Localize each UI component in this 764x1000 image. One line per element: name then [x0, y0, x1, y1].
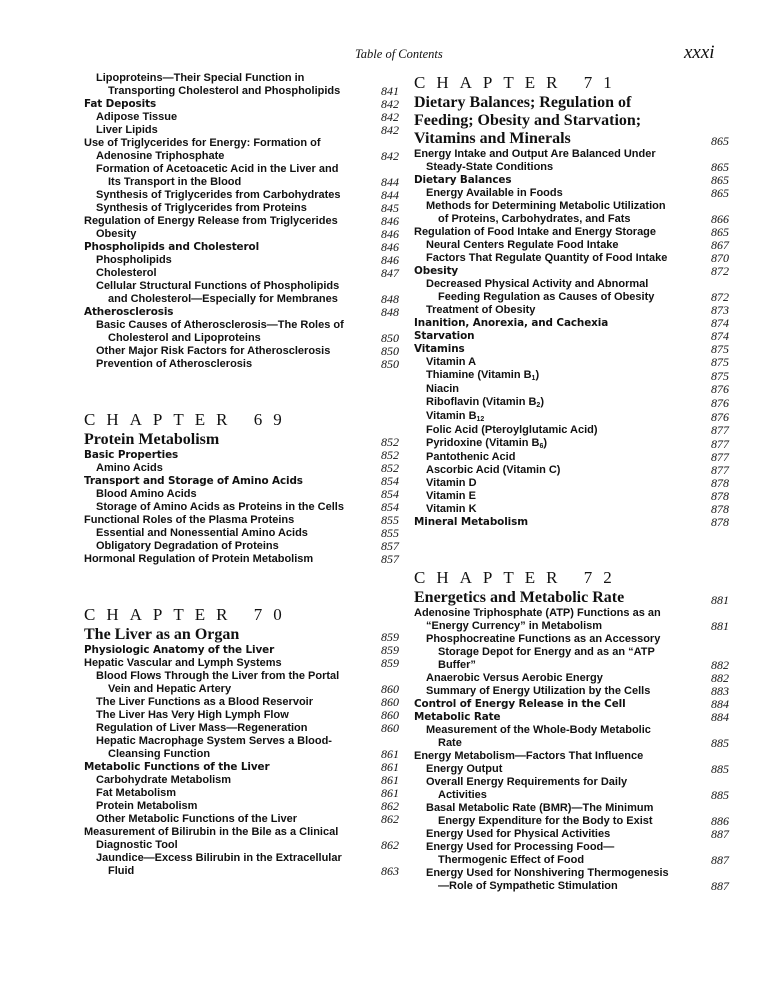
chapter-title-row[interactable] [414, 94, 729, 148]
toc-entry-title: Ascorbic Acid (Vitamin C) [426, 464, 561, 476]
toc-entry-title: Amino Acids [96, 462, 163, 474]
toc-entry[interactable] [414, 607, 729, 633]
toc-entry-text: Thiamine (Vitamin B [426, 369, 532, 381]
toc-entry-page: 842 [381, 149, 399, 163]
toc-entry-text-end: ) [540, 396, 544, 408]
toc-entry-page: 876 [711, 396, 729, 410]
toc-entry[interactable] [414, 410, 729, 424]
toc-entry-title: Storage of Amino Acids as Proteins in the Cells [96, 501, 344, 513]
chapter-title-row[interactable] [414, 589, 729, 607]
toc-entry-title: Energy Available in Foods [426, 187, 563, 199]
toc-entry-title: Folic Acid (Pteroylglutamic Acid) [426, 424, 598, 436]
toc-entry[interactable] [84, 501, 399, 514]
toc-entry-page: 860 [381, 682, 399, 696]
toc-entry-page: 848 [381, 292, 399, 306]
chapter-title-row[interactable] [84, 626, 399, 644]
toc-entry-page: 841 [381, 84, 399, 98]
toc-entry-page: 845 [381, 201, 399, 215]
chapter-title-row[interactable] [84, 431, 399, 449]
toc-entry[interactable] [84, 657, 399, 670]
toc-entry-page: 878 [711, 515, 729, 529]
toc-entry[interactable] [414, 776, 729, 802]
toc-entry-subscript: 2 [536, 402, 541, 409]
toc-entry-text-end: ) [535, 369, 540, 381]
toc-entry-title: Vitamin E [426, 490, 476, 502]
toc-entry-page: 877 [711, 423, 729, 437]
toc-entry-title: Energy Used for Processing Food—Thermogenic Effect of Food [426, 841, 615, 866]
toc-entry-title: Vitamin D [426, 477, 477, 489]
toc-entry[interactable] [84, 267, 399, 280]
toc-entry-title: Basal Metabolic Rate (BMR)—The Minimum Energy Expenditure for the Body to Exist [426, 802, 654, 827]
toc-entry-page: 865 [711, 186, 729, 200]
toc-entry-page: 850 [381, 344, 399, 358]
toc-entry-title: Obesity [96, 228, 137, 240]
toc-entry[interactable] [84, 527, 399, 540]
toc-entry[interactable] [414, 698, 729, 711]
toc-entry-title: Carbohydrate Metabolism [96, 774, 232, 786]
toc-entry-title: Fat Metabolism [96, 787, 177, 799]
toc-entry[interactable] [84, 514, 399, 527]
toc-entry-page: 854 [381, 474, 399, 488]
toc-entry-page: 857 [381, 552, 399, 566]
toc-entry-title: Decreased Physical Activity and Abnormal Feeding Regulation as Causes of Obesity [426, 278, 655, 303]
toc-entry-title: Essential and Nonessential Amino Acids [96, 527, 308, 539]
toc-entry-title: Regulation of Food Intake and Energy Storage [414, 226, 657, 238]
toc-entry-page: 885 [711, 762, 729, 776]
toc-entry-page: 854 [381, 487, 399, 501]
toc-entry-title: Blood Flows Through the Liver from the Portal Vein and Hepatic Artery [96, 670, 340, 695]
toc-entry[interactable] [84, 189, 399, 202]
toc-entry-page: 875 [711, 369, 729, 383]
toc-entry-page: 872 [711, 264, 729, 278]
toc-entry-title: Phospholipids [96, 254, 172, 266]
toc-entry[interactable] [414, 356, 729, 369]
toc-entry-page: 850 [381, 331, 399, 345]
toc-entry-page: 861 [381, 786, 399, 800]
toc-entry-title: Protein Metabolism [96, 800, 198, 812]
toc-entry-title: Energy Used for Nonshivering Thermogenesis—Role of Sympathetic Stimulation [426, 867, 669, 892]
toc-entry-title: Pantothenic Acid [426, 451, 516, 463]
toc-entry-page: 876 [711, 410, 729, 424]
toc-entry-page: 882 [711, 671, 729, 685]
chapter-page: 852 [381, 435, 399, 449]
toc-entry-title: Synthesis of Triglycerides from Carbohydrates [96, 189, 341, 201]
toc-entry-page: 878 [711, 476, 729, 490]
toc-entry-page: 862 [381, 812, 399, 826]
toc-column-right [414, 72, 729, 893]
toc-entry-page: 842 [381, 97, 399, 111]
chapter-title: Dietary Balances; Regulation of Feeding; Obesity and Starvation; Vitamins and Minerals [414, 94, 642, 147]
toc-entry-page: 883 [711, 684, 729, 698]
toc-column-left [84, 72, 399, 878]
toc-entry[interactable] [414, 424, 729, 437]
toc-entry-title: Physiologic Anatomy of the Liver [84, 644, 275, 656]
toc-entry[interactable] [414, 685, 729, 698]
chapter-page: 865 [711, 134, 729, 148]
toc-entry-title [414, 396, 677, 410]
toc-entry-title: Cholesterol [96, 267, 157, 279]
toc-entry[interactable] [84, 72, 399, 98]
toc-entry[interactable] [84, 215, 399, 228]
toc-entry[interactable] [414, 802, 729, 828]
toc-entry-title: Phospholipids and Cholesterol [84, 241, 260, 253]
toc-entry-title: Fat Deposits [84, 98, 157, 110]
toc-entry-page: 860 [381, 708, 399, 722]
toc-entry[interactable] [84, 488, 399, 501]
toc-entry-title: Overall Energy Requirements for Daily Activities [426, 776, 628, 801]
toc-entry-title: Mineral Metabolism [414, 516, 528, 528]
toc-entry-title: Energy Metabolism—Factors That Influence Energy Output [414, 750, 644, 775]
running-title: Table of Contents [355, 47, 443, 61]
toc-entry[interactable] [414, 304, 729, 317]
toc-entry[interactable] [84, 137, 399, 163]
toc-entry-title: Methods for Determining Metabolic Utilization of Proteins, Carbohydrates, and Fats [426, 200, 666, 225]
toc-entry-page: 865 [711, 160, 729, 174]
toc-entry-title [414, 369, 677, 383]
toc-entry-page: 862 [381, 838, 399, 852]
toc-entry-page: 854 [381, 500, 399, 514]
toc-entry-title: Summary of Energy Utilization by the Cells [426, 685, 651, 697]
toc-entry-title: Starvation [414, 330, 475, 342]
toc-entry-page: 867 [711, 238, 729, 252]
toc-entry[interactable] [414, 265, 729, 278]
section-gap [84, 371, 399, 391]
toc-entry[interactable] [414, 828, 729, 841]
toc-entry-title: Transport and Storage of Amino Acids [84, 475, 303, 487]
toc-entry-title: Synthesis of Triglycerides from Proteins [96, 202, 307, 214]
toc-entry-title: The Liver Has Very High Lymph Flow [96, 709, 289, 721]
toc-entry[interactable] [414, 226, 729, 239]
toc-entry-title [414, 410, 677, 424]
toc-entry-page: 857 [381, 539, 399, 553]
toc-entry[interactable] [414, 841, 729, 867]
toc-entry-page: 846 [381, 227, 399, 241]
toc-entry-title: Other Metabolic Functions of the Liver [96, 813, 298, 825]
toc-entry-page: 886 [711, 814, 729, 828]
toc-entry-page: 860 [381, 695, 399, 709]
toc-entry-title: Measurement of the Whole-Body Metabolic Rate [426, 724, 651, 749]
toc-entry-page: 870 [711, 251, 729, 265]
toc-entry-title: Other Major Risk Factors for Atherosclerosis [96, 345, 331, 357]
toc-entry-page: 881 [711, 619, 729, 633]
toc-entry-page: 865 [711, 173, 729, 187]
toc-entry[interactable] [84, 800, 399, 813]
toc-entry-title: Treatment of Obesity [426, 304, 536, 316]
toc-entry[interactable] [414, 464, 729, 477]
toc-entry-page: 847 [381, 266, 399, 280]
toc-entry-page: 861 [381, 760, 399, 774]
toc-entry-page: 848 [381, 305, 399, 319]
toc-entry-page: 887 [711, 853, 729, 867]
chapter-label: CHAPTER 71 [414, 73, 623, 92]
section-gap [414, 529, 729, 549]
toc-entry[interactable] [84, 553, 399, 566]
toc-entry-title: Phosphocreatine Functions as an Accessory Storage Depot for Energy and as an “ATP Buffer” [426, 633, 661, 671]
toc-entry-page: 861 [381, 773, 399, 787]
toc-entry[interactable] [84, 111, 399, 124]
toc-entry-text: Vitamin B [426, 410, 477, 422]
toc-entry-subscript: 1 [531, 375, 536, 382]
toc-entry-title: Adipose Tissue [96, 111, 178, 123]
chapter-label: CHAPTER 69 [84, 410, 293, 429]
toc-entry-page: 878 [711, 489, 729, 503]
toc-entry-page: 876 [711, 382, 729, 396]
toc-entry[interactable] [84, 852, 399, 878]
toc-entry-title: Metabolic Functions of the Liver [84, 761, 270, 773]
toc-entry-page: 862 [381, 799, 399, 813]
toc-entry[interactable] [84, 787, 399, 800]
toc-entry-title: Neural Centers Regulate Food Intake [426, 239, 619, 251]
toc-entry-title: Use of Triglycerides for Energy: Formation of Adenosine Triphosphate [84, 137, 321, 162]
toc-entry-page: 852 [381, 448, 399, 462]
toc-entry-page: 878 [711, 502, 729, 516]
toc-entry[interactable] [414, 187, 729, 200]
toc-entry-text-end: ) [543, 437, 548, 449]
toc-entry-title: Hepatic Macrophage System Serves a Blood-Cleansing Function [96, 735, 332, 760]
toc-entry[interactable] [84, 319, 399, 345]
toc-entry-page: 859 [381, 656, 399, 670]
chapter-page: 859 [381, 630, 399, 644]
toc-entry[interactable] [84, 475, 399, 488]
toc-entry[interactable] [84, 202, 399, 215]
toc-entry-page: 882 [711, 658, 729, 672]
toc-entry-page: 844 [381, 188, 399, 202]
toc-entry[interactable] [84, 644, 399, 657]
toc-entry[interactable] [414, 174, 729, 187]
toc-entry-page: 875 [711, 342, 729, 356]
toc-entry-page: 874 [711, 329, 729, 343]
toc-entry[interactable] [84, 735, 399, 761]
toc-entry[interactable] [84, 124, 399, 137]
toc-entry-page: 877 [711, 463, 729, 477]
chapter-title: The Liver as an Organ [84, 626, 240, 643]
toc-entry[interactable] [84, 98, 399, 111]
toc-entry-title: Obligatory Degradation of Proteins [96, 540, 279, 552]
toc-entry[interactable] [414, 724, 729, 750]
toc-entry-title: Functional Roles of the Plasma Proteins [84, 514, 295, 526]
toc-entry-page: 850 [381, 357, 399, 371]
toc-entry[interactable] [84, 761, 399, 774]
running-header [0, 44, 764, 68]
toc-entry[interactable] [414, 867, 729, 893]
toc-entry-title: Obesity [414, 265, 459, 277]
toc-entry-page: 884 [711, 710, 729, 724]
toc-entry-title: Regulation of Liver Mass—Regeneration [96, 722, 308, 734]
toc-entry-title: Vitamin K [426, 503, 477, 515]
toc-entry-page: 842 [381, 110, 399, 124]
toc-entry-title [414, 437, 677, 451]
page-number: xxxi [684, 42, 715, 63]
chapter-page: 881 [711, 593, 729, 607]
toc-entry[interactable] [414, 437, 729, 451]
toc-entry[interactable] [414, 396, 729, 410]
toc-entry[interactable] [414, 317, 729, 330]
toc-entry-title: Anaerobic Versus Aerobic Energy [426, 672, 603, 684]
toc-entry[interactable] [84, 722, 399, 735]
toc-entry-title: Vitamin A [426, 356, 477, 368]
toc-entry-title: Prevention of Atherosclerosis [96, 358, 253, 370]
toc-entry[interactable] [84, 345, 399, 358]
toc-entry-page: 873 [711, 303, 729, 317]
toc-entry[interactable] [414, 490, 729, 503]
toc-entry-title: Formation of Acetoacetic Acid in the Liver and Its Transport in the Blood [96, 163, 339, 188]
toc-entry[interactable] [84, 670, 399, 696]
toc-entry[interactable] [414, 148, 729, 174]
toc-entry-title: Dietary Balances [414, 174, 512, 186]
toc-entry[interactable] [84, 462, 399, 475]
toc-entry-page: 877 [711, 450, 729, 464]
toc-entry[interactable] [414, 252, 729, 265]
toc-entry-page: 844 [381, 175, 399, 189]
toc-entry-page: 852 [381, 461, 399, 475]
toc-entry[interactable] [84, 241, 399, 254]
toc-entry[interactable] [414, 330, 729, 343]
toc-entry[interactable] [84, 449, 399, 462]
toc-entry-title: Regulation of Energy Release from Triglycerides [84, 215, 338, 227]
toc-entry-subscript: 12 [476, 416, 485, 423]
toc-entry[interactable] [84, 774, 399, 787]
toc-entry-page: 863 [381, 864, 399, 878]
toc-entry[interactable] [414, 503, 729, 516]
toc-entry-title: Cellular Structural Functions of Phospholipids and Cholesterol—Especially for Membranes [96, 280, 340, 305]
toc-entry-page: 860 [381, 721, 399, 735]
toc-entry[interactable] [84, 280, 399, 306]
toc-entry-title: Adenosine Triphosphate (ATP) Functions as an “Energy Currency” in Metabolism [414, 607, 661, 632]
toc-entry-title: Atherosclerosis [84, 306, 174, 318]
toc-entry-text: Riboflavin (Vitamin B [426, 396, 537, 408]
toc-entry-title: Hepatic Vascular and Lymph Systems [84, 657, 282, 669]
toc-entry-title: Energy Intake and Output Are Balanced Under Steady-State Conditions [414, 148, 656, 173]
toc-entry[interactable] [84, 228, 399, 241]
toc-entry[interactable] [414, 451, 729, 464]
section-gap [84, 566, 399, 586]
toc-entry-page: 887 [711, 879, 729, 893]
toc-entry-text: Pyridoxine (Vitamin B [426, 437, 540, 449]
toc-entry[interactable] [414, 633, 729, 672]
toc-entry-page: 859 [381, 643, 399, 657]
toc-entry[interactable] [84, 163, 399, 189]
toc-entry[interactable] [414, 343, 729, 356]
toc-entry-title: Measurement of Bilirubin in the Bile as a Clinical Diagnostic Tool [84, 826, 339, 851]
toc-entry-page: 861 [381, 747, 399, 761]
toc-entry-title: Liver Lipids [96, 124, 158, 136]
toc-entry-page: 885 [711, 788, 729, 802]
toc-entry-title: Lipoproteins—Their Special Function in Transporting Cholesterol and Phospholipids [96, 72, 341, 97]
toc-entry-page: 865 [711, 225, 729, 239]
toc-entry[interactable] [84, 254, 399, 267]
toc-entry-title: Metabolic Rate [414, 711, 501, 723]
toc-entry-title: Hormonal Regulation of Protein Metabolism [84, 553, 314, 565]
toc-entry-title: The Liver Functions as a Blood Reservoir [96, 696, 313, 708]
toc-entry-title: Control of Energy Release in the Cell [414, 698, 626, 710]
toc-entry[interactable] [414, 516, 729, 529]
toc-entry[interactable] [84, 358, 399, 371]
toc-entry-title: Basic Properties [84, 449, 179, 461]
toc-entry-subscript: 6 [539, 443, 544, 450]
toc-entry-title: Factors That Regulate Quantity of Food Intake [426, 252, 668, 264]
toc-entry[interactable] [84, 306, 399, 319]
toc-entry-page: 855 [381, 526, 399, 540]
toc-entry[interactable] [84, 540, 399, 553]
toc-entry-page: 872 [711, 290, 729, 304]
toc-entry[interactable] [414, 369, 729, 383]
toc-entry[interactable] [414, 239, 729, 252]
toc-entry-title: Basic Causes of Atherosclerosis—The Roles of Cholesterol and Lipoproteins [96, 319, 344, 344]
toc-entry[interactable] [414, 200, 729, 226]
toc-entry[interactable] [84, 826, 399, 852]
toc-entry-page: 875 [711, 355, 729, 369]
toc-entry-page: 885 [711, 736, 729, 750]
chapter-label: CHAPTER 72 [414, 568, 623, 587]
toc-entry[interactable] [84, 696, 399, 709]
toc-entry-page: 874 [711, 316, 729, 330]
toc-entry-title: Vitamins [414, 343, 465, 355]
toc-entry[interactable] [414, 477, 729, 490]
chapter-title: Energetics and Metabolic Rate [414, 589, 625, 606]
toc-entry-title: Niacin [426, 383, 460, 395]
toc-entry[interactable] [84, 813, 399, 826]
toc-entry-page: 846 [381, 214, 399, 228]
toc-entry-title: Blood Amino Acids [96, 488, 197, 500]
toc-entry-page: 855 [381, 513, 399, 527]
toc-entry[interactable] [414, 750, 729, 776]
toc-entry-page: 877 [711, 437, 729, 451]
toc-entry[interactable] [414, 711, 729, 724]
toc-entry-page: 842 [381, 123, 399, 137]
toc-entry[interactable] [414, 278, 729, 304]
toc-entry[interactable] [414, 383, 729, 396]
toc-entry-title: Inanition, Anorexia, and Cachexia [414, 317, 609, 329]
toc-entry-page: 866 [711, 212, 729, 226]
chapter-label: CHAPTER 70 [84, 605, 293, 624]
toc-entry-page: 887 [711, 827, 729, 841]
toc-entry[interactable] [84, 709, 399, 722]
toc-entry-title: Energy Used for Physical Activities [426, 828, 611, 840]
toc-entry-page: 846 [381, 240, 399, 254]
toc-entry-title: Jaundice—Excess Bilirubin in the Extracellular Fluid [96, 852, 342, 877]
toc-entry-page: 846 [381, 253, 399, 267]
chapter-title: Protein Metabolism [84, 431, 220, 448]
toc-entry[interactable] [414, 672, 729, 685]
toc-entry-page: 884 [711, 697, 729, 711]
